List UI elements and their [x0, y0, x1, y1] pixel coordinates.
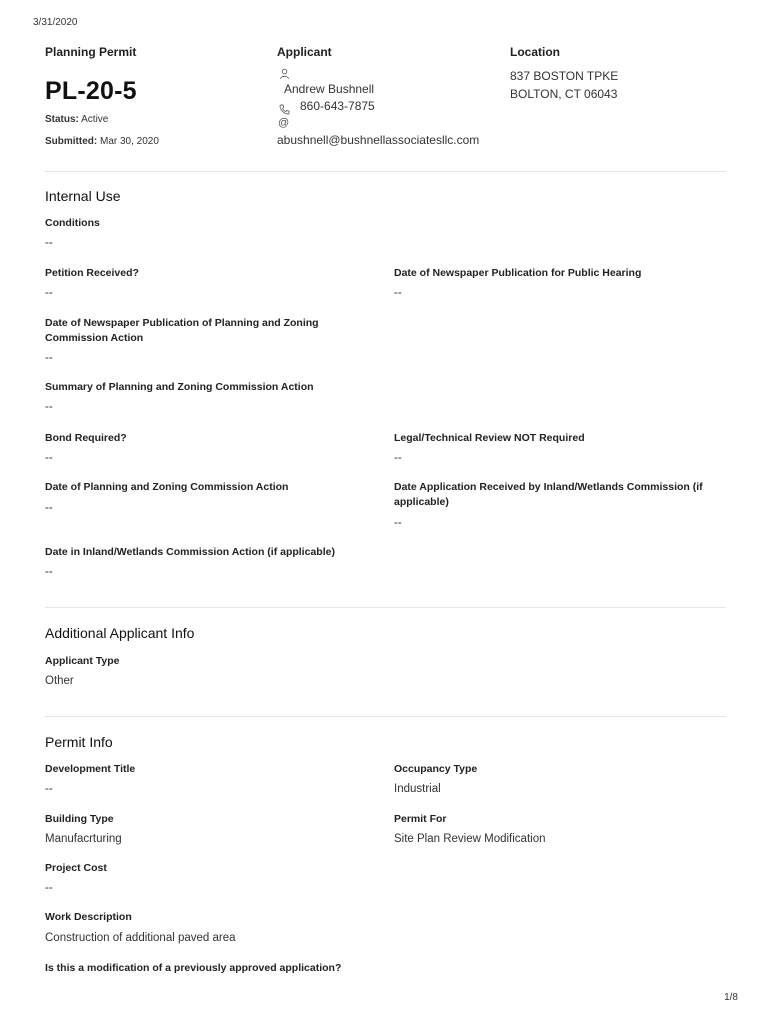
field-label: Date of Newspaper Publication for Public Hearing — [394, 267, 642, 279]
field-value: -- — [394, 517, 402, 529]
permit-number: PL-20-5 — [45, 77, 137, 105]
field-label: Petition Received? — [45, 267, 139, 279]
location-line-1: 837 BOSTON TPKE — [510, 69, 619, 83]
applicant-email: abushnell@bushnellassociatesllc.com — [277, 133, 480, 147]
field-value: -- — [394, 287, 402, 299]
applicant-name: Andrew Bushnell — [284, 82, 375, 96]
field-label: Occupancy Type — [394, 763, 478, 775]
field-value: -- — [394, 452, 402, 464]
section-divider — [45, 607, 726, 608]
field-label: Date of Newspaper Publication of Planning and Zoning Commission Action — [45, 317, 319, 344]
field-label: Summary of Planning and Zoning Commission Action — [45, 381, 314, 393]
applicant-label: Applicant — [277, 45, 332, 59]
field-label: Legal/Technical Review NOT Required — [394, 432, 585, 444]
applicant-phone: 860-643-7875 — [300, 99, 375, 113]
field-label: Applicant Type — [45, 655, 120, 667]
permit-info-title: Permit Info — [45, 734, 113, 750]
field-label: Date Application Received by Inland/Wetlands Commission (if applicable) — [394, 481, 703, 508]
field-value: Construction of additional paved area — [45, 932, 236, 944]
field-value: -- — [45, 566, 53, 578]
field-label: Conditions — [45, 217, 100, 229]
permit-type-label: Planning Permit — [45, 45, 137, 59]
field-label: Is this a modification of a previously approved application? — [45, 962, 342, 974]
field-label: Development Title — [45, 763, 136, 775]
field-value: -- — [45, 401, 53, 413]
status-value: Active — [81, 114, 109, 125]
field-value: -- — [45, 452, 53, 464]
field-value: Industrial — [394, 783, 441, 795]
field-value: -- — [45, 783, 53, 795]
at-sign-icon: @ — [278, 117, 290, 129]
field-value: -- — [45, 882, 53, 894]
submitted-value: Mar 30, 2020 — [100, 136, 159, 147]
field-value: -- — [45, 502, 53, 514]
submitted-line — [45, 136, 159, 147]
person-icon — [279, 65, 290, 83]
field-label: Bond Required? — [45, 432, 127, 444]
field-label: Building Type — [45, 813, 114, 825]
field-value: Manufacrturing — [45, 833, 122, 845]
field-label: Permit For — [394, 813, 447, 825]
field-label: Project Cost — [45, 862, 107, 874]
submitted-label: Submitted: — [45, 136, 98, 147]
internal-use-title: Internal Use — [45, 188, 121, 204]
status-line — [45, 114, 108, 125]
header-divider — [45, 171, 726, 172]
field-label: Work Description — [45, 911, 132, 923]
field-value: Site Plan Review Modification — [394, 833, 546, 845]
location-label: Location — [510, 45, 560, 59]
field-label: Date of Planning and Zoning Commission Action — [45, 481, 289, 493]
page-number: 1/8 — [724, 992, 738, 1003]
print-date: 3/31/2020 — [33, 17, 78, 28]
field-value: -- — [45, 287, 53, 299]
section-divider — [45, 716, 726, 717]
status-label: Status: — [45, 114, 79, 125]
field-value: -- — [45, 352, 53, 364]
field-value: Other — [45, 675, 74, 687]
field-label: Date in Inland/Wetlands Commission Action (if applicable) — [45, 546, 335, 558]
field-value: -- — [45, 237, 53, 249]
location-line-2: BOLTON, CT 06043 — [510, 87, 618, 101]
additional-applicant-title: Additional Applicant Info — [45, 625, 195, 641]
